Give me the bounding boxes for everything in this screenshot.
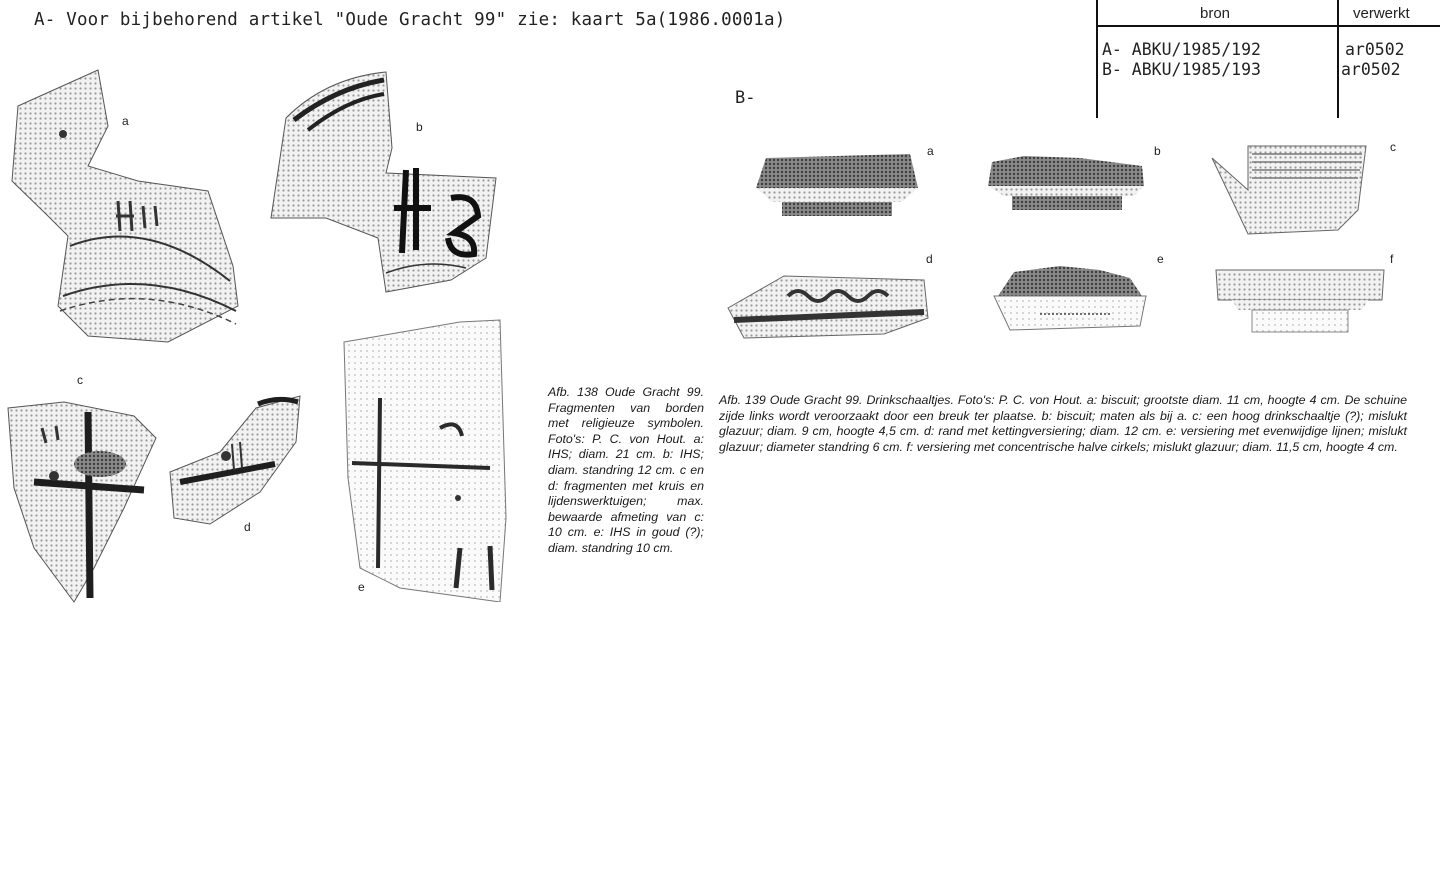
document-heading: A- Voor bijbehorend artikel "Oude Gracht 99" zie: kaart 5a(1986.0001a) bbox=[34, 10, 786, 30]
figure-139-caption: Afb. 139 Oude Gracht 99. Drinkschaaltjes. Foto's: P. C. von Hout. a: biscuit; grootste diam. 11 cm, hoogte 4 cm. De schuine zijde links wordt veroorzaakt door een breuk ter plaatse. b: biscuit; maten als bij a. c: een hoog drinkschaaltje (?); mislukt glazuur; diam. 9 cm, hoogte 4,5 cm. d: rand met kettingversiering; diam. 12 cm. e: versiering met evenwijdige lijnen; mislukt glazuur; diameter standring 6 cm. f: versiering met concentrische halve cirkels; mislukt glazuur; diam. 11,5 cm, hoogte 4 cm. bbox=[719, 393, 1407, 454]
bowl-photo-139a bbox=[752, 150, 922, 220]
fragment-photo-138a bbox=[8, 66, 244, 350]
source-table bbox=[1096, 0, 1440, 118]
table-row-a-verwerkt: ar0502 bbox=[1345, 40, 1405, 59]
section-b-label: B- bbox=[735, 88, 756, 108]
fragment-photo-138e bbox=[340, 318, 508, 602]
figure-139-label-d: d bbox=[926, 252, 933, 266]
figure-139-label-b: b bbox=[1154, 144, 1161, 158]
figure-139-label-e: e bbox=[1157, 252, 1164, 266]
figure-138-label-c: c bbox=[77, 373, 83, 387]
fragment-photo-138b bbox=[266, 68, 502, 296]
table-header-divider bbox=[1096, 25, 1440, 27]
table-header-verwerkt: verwerkt bbox=[1353, 5, 1410, 22]
figure-138-caption: Afb. 138 Oude Gracht 99. Fragmenten van borden met religieuze symbolen. Foto's: P. C. von Hout. a: IHS; diam. 21 cm. b: IHS; diam. standring 12 cm. c en d: fragmenten met kruis en lijdenswerktuigen; max. bewaarde afmeting van c: 10 cm. e: IHS in goud (?); diam. standring 10 cm. bbox=[548, 385, 704, 555]
table-header-bron: bron bbox=[1200, 5, 1231, 22]
table-row-a-bron: A- ABKU/1985/192 bbox=[1102, 40, 1261, 59]
fragment-photo-138d bbox=[160, 392, 306, 530]
table-row-b-verwerkt: ar0502 bbox=[1341, 60, 1401, 79]
figure-138-label-b: b bbox=[416, 120, 423, 134]
fragment-photo-138c bbox=[4, 398, 160, 606]
figure-138-label-e: e bbox=[358, 580, 365, 594]
figure-139-label-f: f bbox=[1390, 252, 1394, 266]
figure-138-label-d: d bbox=[244, 520, 251, 534]
bowl-photo-139e bbox=[990, 262, 1150, 340]
figure-139-label-a: a bbox=[927, 144, 934, 158]
figure-139-label-c: c bbox=[1390, 140, 1396, 154]
bowl-photo-139b bbox=[984, 152, 1148, 214]
bowl-photo-139c bbox=[1208, 140, 1368, 240]
figure-138-label-a: a bbox=[122, 114, 129, 128]
table-row-b-bron: B- ABKU/1985/193 bbox=[1102, 60, 1261, 79]
table-column-divider bbox=[1337, 0, 1339, 118]
table-left-border bbox=[1096, 0, 1098, 118]
bowl-photo-139f bbox=[1212, 262, 1388, 340]
bowl-photo-139d bbox=[724, 268, 930, 352]
